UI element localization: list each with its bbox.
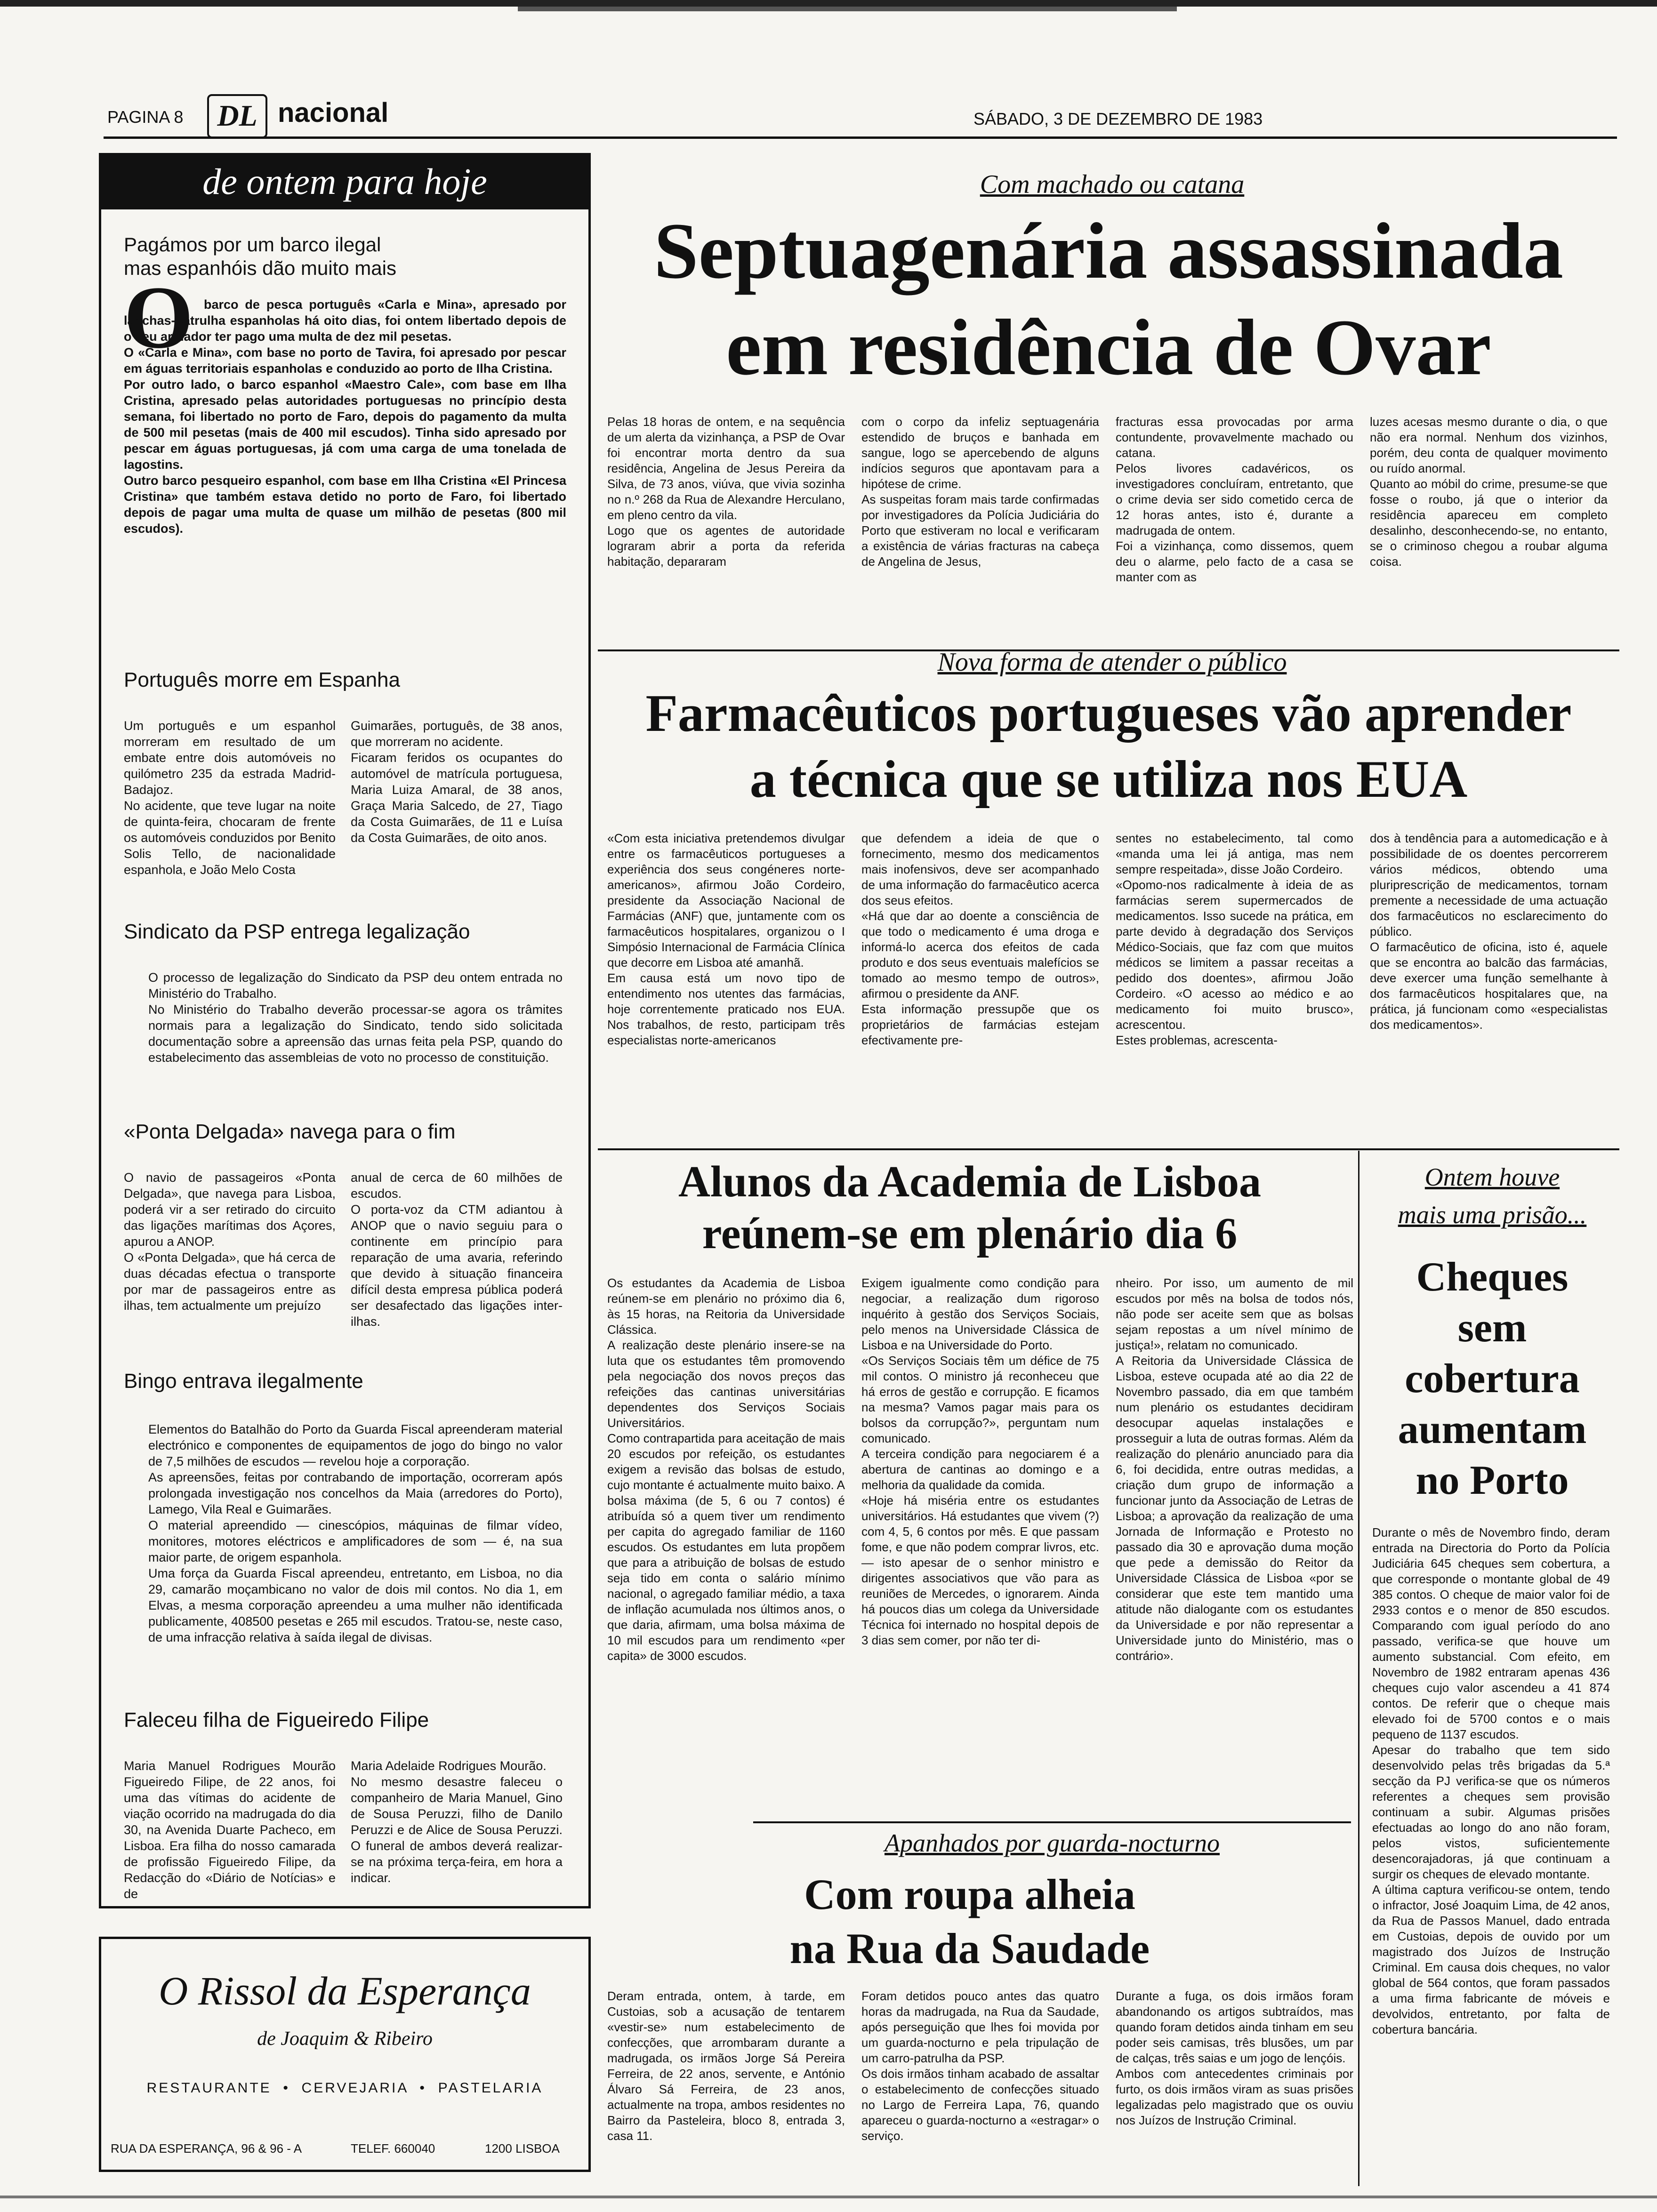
story3-col1: Os estudantes da Academia de Lisboa reúnem-se em plenário no próximo dia 6, às 15 horas, na Reitoria da Universidade Clássica. A realização deste plenário insere-se na luta que os estudantes têm promovendo pela negociação dos novos preços das refeições das cantinas universitárias dependentes dos Serviços Sociais Universitários. Como contrapartida para aceitação de mais 20 escudos por refeição, os estudantes exigem a revisão das bolsas de estudo, cujo montante é actualmente muito baixo. A bolsa máxima (de 5, 6 ou 7 contos) é atribuída só a quem tiver um rendimento per capita do agregado familiar de 1160 escudos. Os estudantes em luta propõem que para a atribuição de bolsas de estudo seja tido em conta o salário mínimo nacional, o agregado familiar médio, a taxa de inflação acumulada nos últimos anos, o que daria, afirmam, uma bolsa máxima de 10 mil escudos para um rendimento «per capita» de 3000 escudos. [607, 1276, 845, 1663]
story4-body: Durante o mês de Novembro findo, deram entrada na Directoria do Porto da Polícia Judiciária 645 cheques sem cobertura, a que corresponde o montante global de 49 385 contos. O cheque de maior valor foi de 2933 contos e o menor de 850 escudos. Comparando com igual período do ano passado, verifica-se que houve um aumento substancial. Com efeito, em Novembro de 1982 entraram apenas 436 cheques cujo valor ascendeu a 41 874 contos. De referir que o cheque mais elevado foi de 5700 contos e o mais pequeno de 1137 escudos. Apesar do trabalho que tem sido desenvolvido pelas três brigadas da 5.ª secção da PJ verifica-se que os números referentes a cheques sem provisão continuam a subir. Algumas prisões efectuadas ao longo do ano não foram, pelos vistos, suficientemente desencorajadoras, já que continuam a surgir os cheques de elevado montante. A última captura verificou-se ontem, tendo o infractor, José Joaquim Lima, de 42 anos, da Rua de Passos Manuel, dado entrada em Custoias, depois de ouvido por um magistrado dos Juízos de Instrução Criminal. Em causa dois cheques, no valor global de 564 contos, que foram passados a uma firma fabricante de móveis e devolvidos, entretanto, por falta de cobertura bancária. [1372, 1525, 1610, 2036]
story4-kicker-2: mais uma prisão... [1398, 1201, 1587, 1229]
story1-col3: fracturas essa provocadas por arma contundente, provavelmente machado ou catana. Pelos livores cadavéricos, os investigadores concluíram, entretanto, que o crime devia ser sido cometido cerca de 12 horas antes, isto é, durante a madrugada de ontem. Foi a vizinhança, como dissemos, quem deu o alarme, pelo facto de a casa se manter com as [1116, 415, 1353, 584]
story2-col2: que defendem a ideia de que o fornecimento, mesmo dos medicamentos mais inofensivos, deve ser acompanhado de uma informação do farmacêutico acerca dos seus efeitos. «Há que dar ao doente a consciência de que todo o medicamento é uma droga e informá-lo acerca dos efeitos de cada produto e dos seus eventuais malefícios se tomado ao mesmo tempo de outros», afirmou o presidente da ANF. Esta informação pressupõe que os proprietários de farmácias estejam efectivamente pre- [861, 831, 1099, 1047]
de-ontem-para-hoje-box [99, 153, 591, 1908]
ad-service-restaurante: RESTAURANTE [146, 2080, 272, 2096]
ad-owners: de Joaquim & Ribeiro [257, 2028, 433, 2050]
bottom-scan-edge [0, 2196, 1657, 2198]
item6-col1: Maria Manuel Rodrigues Mourão Figueiredo Filipe, de 22 anos, foi uma das vítimas do acidente de viação ocorrido na madrugada do dia 30, na Avenida Duarte Pacheco, em Lisboa. Era filha do nosso camarada de profissão Figueiredo Filipe, da Redacção do «Diário de Notícias» e de [124, 1759, 336, 1901]
page-date: SÁBADO, 3 DE DEZEMBRO DE 1983 [973, 109, 1263, 128]
story3-bottom-rule [753, 1821, 1351, 1823]
story3-headline-2: reúnem-se em plenário dia 6 [702, 1209, 1238, 1258]
bullet-icon: • [277, 2080, 302, 2096]
story2-headline-2: a técnica que se utiliza nos EUA [749, 750, 1468, 809]
item6-col2: Maria Adelaide Rodrigues Mourão. No mesmo desastre faleceu o companheiro de Maria Manuel, Gino de Sousa Peruzzi, filho de Danilo Peruzzi e de Alice de Sousa Peruzzi. O funeral de ambos deverá realizar-se na próxima terça-feira, em hora a indicar. [351, 1759, 563, 1885]
ad-service-cervejaria: CERVEJARIA [301, 2080, 408, 2096]
item1-dropcap: O [124, 268, 193, 367]
story5-headline-2: na Rua da Saudade [789, 1924, 1150, 1972]
story2-col1: «Com esta iniciativa pretendemos divulgar entre os farmacêuticos portugueses a experiência dos seus congéneres norte-americanos», afirmou João Cordeiro, presidente da Associação Nacional de Farmácias (ANF) que, juntamente com os farmacêuticos hospitalares, organizou o I Simpósio Internacional de Farmácia Clínica que decorre em Lisboa até amanhã. Em causa está um novo tipo de entendimento nos utentes das farmácias, hoje correntemente praticado nos EUA. Nos trabalhos, de resto, participam três especialistas norte-americanos [607, 831, 845, 1047]
item2-col2: Guimarães, português, de 38 anos, que morreram no acidente. Ficaram feridos os ocupantes do automóvel de matrícula portuguesa, Maria Luiza Amaral, de 38 anos, Graça Maria Salcedo, de 27, Tiago da Costa Guimarães, de 11 e Luísa da Costa Guimarães, de oito anos. [351, 719, 563, 845]
ad-services [101, 2080, 588, 2096]
page-label: PAGINA 8 [107, 107, 184, 127]
bullet-icon: • [414, 2080, 438, 2096]
item2-title: Português morre em Espanha [124, 668, 400, 691]
header-rule [104, 136, 1617, 139]
ad-service-pastelaria: PASTELARIA [438, 2080, 543, 2096]
item6-title: Faleceu filha de Figueiredo Filipe [124, 1708, 429, 1731]
story1-kicker: Com machado ou catana [980, 170, 1245, 199]
item1-body: barco de pesca português «Carla e Mina», apresado por lanchas-patrulha espanholas há oito dias, foi ontem libertado depois de o seu armador ter pago uma multa de dez mil pesetas. O «Carla e Mina», com base no porto de Tavira, foi apresado por pescar em águas territoriais espanholas e conduzido ao porto de Ilha Cristina. Por outro lado, o barco espanhol «Maestro Cale», com base em Ilha Cristina, apresado pelas autoridades portuguesas no princípio desta semana, foi libertado no porto de Faro, depois do pagamento da multa de 500 mil pesetas (mais de 400 mil escudos). Tinha sido apresado por pescar em águas portuguesas, já com uma carga de uma tonelada de lagostins. Outro barco pesqueiro espanhol, com base em Ilha Cristina «El Princesa Cristina» que também estava detido no porto de Faro, foi libertado depois de pagar uma multa de quase um milhão de pesetas (800 mil escudos). [124, 297, 566, 536]
story1-col1: Pelas 18 horas de ontem, e na sequência de um alerta da vizinhança, a PSP de Ovar foi encontrar morta dentro da sua residência, Angelina de Jesus Pereira da Silva, de 73 anos, viúva, que vivia sozinha no n.º 268 da Rua de Alexandre Herculano, em pleno centro da vila. Logo que os agentes de autoridade lograram abrir a porta da referida habitação, depararam [607, 415, 845, 569]
newspaper-logo-icon: DL [207, 94, 267, 138]
item2-col1: Um português e um espanhol morreram em resultado de um embate entre dois automóveis no quilómetro 235 da estrada Madrid-Badajoz. No acidente, que teve lugar na noite de quinta-feira, chocaram de frente os automóveis conduzidos por Benito Solis Tello, de nacionalidade espanhola, e João Melo Costa [124, 719, 336, 877]
section-name: nacional [278, 97, 389, 128]
column-banner-title: de ontem para hoje [202, 161, 487, 202]
item5-body: Elementos do Batalhão do Porto da Guarda Fiscal apreenderam material electrónico e componentes de equipamentos de jogo do bingo no valor de 7,5 milhões de escudos — revelou hoje a corporação. As apreensões, feitas por contrabando de importação, ocorreram após prolongada investigação nos concelhos da Maia (arredores do Porto), Lamego, Vila Real e Guimarães. O material apreendido — cinescópios, máquinas de filmar vídeo, monitores, motores eléctricos e amplificadores de som — é, na sua maior parte, de origem espanhola. Uma força da Guarda Fiscal apreendeu, entretanto, em Lisboa, no dia 29, camarão moçambicano no valor de dois mil contos. No dia 1, em Elvas, a mesma corporação apreendeu a uma mulher não identificada publicamente, 408500 pesetas e 265 mil escudos. Tratou-se, neste caso, de uma infracção relativa à saída ilegal de divisas. [148, 1422, 563, 1644]
item4-title: «Ponta Delgada» navega para o fim [124, 1120, 456, 1143]
rissol-advertisement [99, 1937, 591, 2172]
item5-title: Bingo entrava ilegalmente [124, 1370, 363, 1393]
top-scan-edge-strip [518, 7, 1177, 11]
ad-phone: TELEF. 660040 [351, 2141, 435, 2156]
story4-headline: Cheques sem cobertura aumentam no Porto [1398, 1254, 1587, 1503]
story2-headline-1: Farmacêuticos portugueses vão aprender [645, 684, 1572, 743]
story4-divider [1358, 1151, 1359, 2186]
story2-bottom-rule [598, 1148, 1619, 1150]
story2-col4: dos à tendência para a automedicação e à possibilidade de os doentes percorrerem vários médicos, obtendo uma pluriprescrição de medicamentos, tornam premente a necessidade de uma actuação dos farmacêuticos no esclarecimento do público. O farmacêutico de oficina, isto é, aquele que se encontra ao balcão das farmácias, deve exercer uma função semelhante à dos farmacêuticos hospitalares que, na prática, já funcionam como «especialistas dos medicamentos». [1370, 831, 1608, 1032]
item3-body: O processo de legalização do Sindicato da PSP deu ontem entrada no Ministério do Trabalho. No Ministério do Trabalho deverão processar-se agora os trâmites normais para a legalização do Sindicato, tendo sido solicitada documentação sobre a apreensão das urnas feita pela PSP, quando do estabelecimento das assembleias de voto no processo de constituição. [148, 970, 563, 1065]
story5-headline-1: Com roupa alheia [804, 1870, 1135, 1918]
story3-headline-1: Alunos da Academia de Lisboa [678, 1157, 1261, 1206]
column-banner [101, 155, 588, 209]
story1-headline-2: em residência de Ovar [726, 303, 1491, 392]
story5-kicker: Apanhados por guarda-nocturno [885, 1829, 1220, 1857]
story1-headline-1: Septuagenária assassinada [654, 207, 1563, 295]
item1-title: Pagámos por um barco ilegal mas espanhóis dão muito mais [124, 233, 396, 279]
story3-col3: nheiro. Por isso, um aumento de mil escudos por mês na bolsa de todos nós, não pode ser aceite sem que as bolsas sejam repostas a um nível mínimo de justiça!», relatam no comunicado. A Reitoria da Universidade Clássica de Lisboa, esteve ocupada até ao dia 22 de Novembro passado, dia em que também num plenário os estudantes decidiram desocupar aquelas instalações e prosseguir a luta de outras formas. Além da realização do plenário anunciado para dia 6, foi decidida, entre outras medidas, a criação dum grupo de informação a funcionar junto da Associação de Letras de Lisboa; a aprovação da realização de uma Jornada de Informação e Protesto no passado dia 30 e aprovação duma moção que pede a demissão do Reitor da Universidade Clássica de Lisboa «por se considerar que este tem mantido uma atitude não dialogante com os estudantes da Universidade e por não representar a Universidade junto do Ministério, mas o contrário». [1116, 1276, 1353, 1663]
story5-col2: Foram detidos pouco antes das quatro horas da madrugada, na Rua da Saudade, após perseguição que lhes foi movida por um guarda-nocturno e pela tripulação de um carro-patrulha da PSP. Os dois irmãos tinham acabado de assaltar o estabelecimento de confecções situado no Largo de Ferreira Lapa, 76, quando apareceu o guarda-nocturno a «estragar» o serviço. [861, 1989, 1099, 2143]
story4-kicker-1: Ontem houve [1424, 1163, 1560, 1191]
ad-city: 1200 LISBOA [485, 2141, 560, 2156]
story5-col1: Deram entrada, ontem, à tarde, em Custoias, sob a acusação de tentarem «vestir-se» num estabelecimento de confecções, que arrombaram durante a madrugada, os irmãos Jorge Sá Pereira Ferreira, de 22 anos, servente, e António Álvaro Sá Ferreira, de 23 anos, actualmente na tropa, ambos residentes no Bairro da Pasteleira, bloco 8, entrada 3, casa 11. [607, 1989, 845, 2143]
story2-col3: sentes no estabelecimento, tal como «manda uma lei já antiga, mas nem sempre respeitada», disse João Cordeiro. «Opomo-nos radicalmente à ideia de as farmácias serem supermercados de medicamentos. Isso sucede na prática, em parte devido à degradação dos Serviços Médico-Sociais, que faz com que muitos médicos se limitem a passar receitas a pedido dos doentes», afirmou João Cordeiro. «O acesso ao médico e ao medicamento foi muito brusco», acrescentou. Estes problemas, acrescenta- [1116, 831, 1353, 1047]
story5-col3: Durante a fuga, os dois irmãos foram abandonando os artigos subtraídos, mas quando foram detidos ainda tinham em seu poder seis camisas, três blusões, um par de calças, três saias e um jogo de lençóis. Ambos com antecedentes criminais por furto, os dois irmãos viram as suas prisões legalizadas pelo magistrado que os ouviu nos Juízos de Instrução Criminal. [1116, 1989, 1353, 2127]
item4-col1: O navio de passageiros «Ponta Delgada», que navega para Lisboa, poderá vir a ser retirado do circuito das ligações marítimas dos Açores, apurou a ANOP. O «Ponta Delgada», que há cerca de duas décadas efectua o transporte por mar de passageiros entre as ilhas, tem actualmente um prejuízo [124, 1170, 336, 1313]
ad-address: RUA DA ESPERANÇA, 96 & 96 - A [111, 2141, 302, 2156]
story3-col2: Exigem igualmente como condição para negociar, a realização dum rigoroso inquérito à gestão dos Serviços Sociais, pelo menos na Universidade Clássica de Lisboa e na Universidade do Porto. «Os Serviços Sociais têm um défice de 75 mil contos. O ministro já reconheceu que há erros de gestão e corrupção. E ficamos na mesma? Vamos pagar mais para os bolsos da corrupção?», perguntam num comunicado. A terceira condição para negociarem é a abertura de cantinas ao domingo e a melhoria da qualidade da comida. «Hoje há miséria entre os estudantes universitários. Há estudantes que vivem (?) com 4, 5, 6 contos por mês. E que passam fome, e que não podem comprar livros, etc. — isto apesar de o senhor ministro e dirigentes associativos que vão para as reuniões de Mercedes, o ignorarem. Ainda há poucos dias um colega da Universidade Técnica foi internado no hospital depois de 3 dias sem comer, por não ter di- [861, 1276, 1099, 1647]
ad-name: O Rissol da Esperança [159, 1968, 531, 2013]
item4-col2: anual de cerca de 60 milhões de escudos. O porta-voz da CTM adiantou à ANOP que o navio seguiu para o continente em princípio para reparação de uma avaria, referindo que devido à situação financeira difícil desta empresa pública poderá ser desafectado das ligações inter-ilhas. [351, 1170, 563, 1329]
item3-title: Sindicato da PSP entrega legalização [124, 920, 470, 943]
story1-col4: luzes acesas mesmo durante o dia, o que não era normal. Nenhum dos vizinhos, porém, deu conta de qualquer movimento ou ruído anormal. Quanto ao móbil do crime, presume-se que fosse o roubo, já que o interior da residência apareceu em completo desalinho, desconhecendo-se, no entanto, se o criminoso chegou a roubar alguma coisa. [1370, 415, 1608, 569]
story1-col2: com o corpo da infeliz septuagenária estendido de bruços e banhada em sangue, logo se apercebendo de alguns indícios seguros que apontavam para a hipótese de crime. As suspeitas foram mais tarde confirmadas por investigadores da Polícia Judiciária do Porto que estiveram no local e verificaram a existência de várias fracturas na cabeça de Angelina de Jesus, [861, 415, 1099, 569]
top-scan-edge [0, 0, 1657, 7]
story2-kicker: Nova forma de atender o público [937, 648, 1287, 677]
